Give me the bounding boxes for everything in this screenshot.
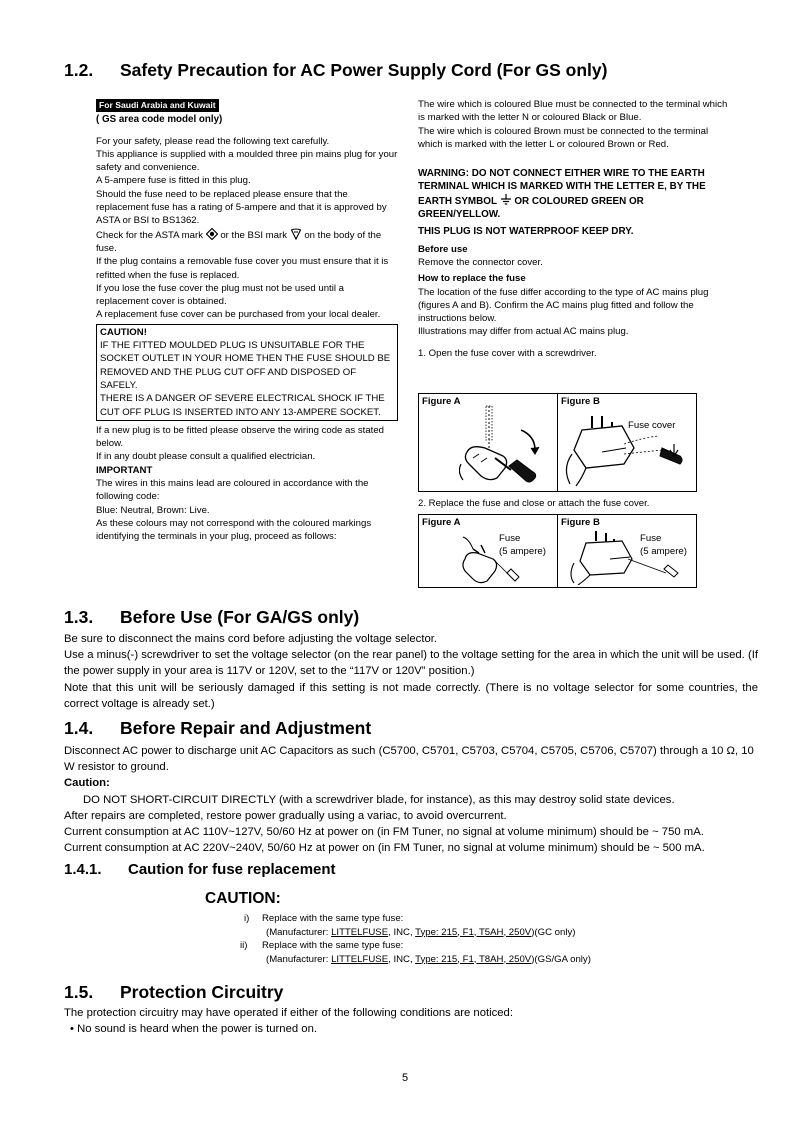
figure-b-cell <box>557 394 696 491</box>
paragraph: The wires in this mains lead are coloured in accordance with the following code: <box>96 478 369 503</box>
figure-table-replace-fuse <box>418 514 697 588</box>
list-marker: ii) <box>240 940 248 951</box>
plug-fuse-b-illustration <box>566 529 691 585</box>
paragraph: Should the fuse need to be replaced please ensure that the replacement fuse has a rating of 5-ampere and that it is approved by ASTA or BSI to BS1362. <box>96 188 387 227</box>
section-title: Before Repair and Adjustment <box>120 718 372 738</box>
before-use-title: Before use <box>418 243 468 255</box>
paragraph: For your safety, please read the following text carefully. <box>96 135 330 147</box>
fuse-rating-label: (5 ampere) <box>640 546 687 557</box>
figure-b-cell <box>557 515 696 587</box>
figure-a-label: Figure A <box>422 517 461 528</box>
paragraph: Disconnect AC power to discharge unit AC Capacitors as such (C5700, C5701, C5703, C5704, C5705, C5706, C5707) through a 10 Ω, 10 W resistor to ground. <box>64 745 754 774</box>
bsi-mark-icon <box>290 228 302 240</box>
plug-b-screwdriver-illustration <box>562 414 694 490</box>
section-1-3-heading <box>64 607 359 628</box>
caution-box <box>96 324 398 421</box>
fuse-caution-heading: CAUTION: <box>205 890 281 907</box>
paragraph: If the plug contains a removable fuse cover you must ensure that it is refitted when the fuse is replaced. <box>96 256 389 281</box>
section-number: 1.3. <box>64 607 94 627</box>
section-1-4-1-heading <box>64 861 336 878</box>
bullet-item: • No sound is heard when the power is turned on. <box>70 1023 317 1036</box>
list-item: ii) Replace with the same type fuse: (Manufacturer: LITTELFUSE, INC, Type: 215, F1, T8AH, 250V)(GS/GA only) <box>240 940 591 965</box>
paragraph: If you lose the fuse cover the plug must not be used until a replacement cover is obtained. <box>96 282 344 308</box>
how-to-title: How to replace the fuse <box>418 273 526 285</box>
fuse-type: Type: 215, F1, T5AH, 250V <box>415 926 532 938</box>
fuse-caution-list <box>240 912 672 966</box>
region-badge: For Saudi Arabia and Kuwait <box>96 99 219 112</box>
caution-text: IF THE FITTED MOULDED PLUG IS UNSUITABLE FOR THE SOCKET OUTLET IN YOUR HOME THEN THE FUSE SHOULD BE REMOVED AND THE PLUG CUT OFF AND DISPOSED OF SAFELY. <box>100 340 391 391</box>
plug-fuse-a-illustration <box>459 531 531 585</box>
paragraph: Be sure to disconnect the mains cord before adjusting the voltage selector. <box>64 633 438 645</box>
paragraph: A 5-ampere fuse is fitted in this plug. <box>96 175 251 187</box>
section-1-4-body <box>64 743 758 856</box>
paragraph: If in any doubt please consult a qualified electrician. <box>96 451 316 463</box>
section-1-4-heading <box>64 718 371 739</box>
plug-screwdriver-illustration <box>459 400 554 486</box>
paragraph: The protection circuitry may have operated if either of the following conditions are noticed: <box>64 1007 513 1019</box>
important-title: IMPORTANT <box>96 464 153 476</box>
fuse-type: Type: 215, F1, T8AH, 250V <box>415 953 532 965</box>
section-1-5-body <box>64 1005 758 1037</box>
step-2-container <box>418 497 728 510</box>
figure-table-open-cover <box>418 393 697 492</box>
how-to-text: The location of the fuse differ according to the type of AC mains plug (figures A and B). Confirm the AC mains plug fitted and follow the instructions below. <box>418 286 709 325</box>
fuse-cover-label: Fuse cover <box>628 420 676 431</box>
figure-a-label: Figure A <box>422 396 461 407</box>
manufacturer-name: LITTELFUSE <box>331 926 389 938</box>
right-column <box>418 98 728 360</box>
paragraph: Blue: Neutral, Brown: Live. <box>96 504 210 516</box>
asta-mark-icon <box>206 228 218 240</box>
section-title: Safety Precaution for AC Power Supply Cord (For GS only) <box>120 60 608 80</box>
paragraph: As these colours may not correspond with the coloured markings identifying the terminals in your plug, proceed as follows: <box>96 517 372 543</box>
section-number: 1.5. <box>64 982 94 1002</box>
section-1-2-heading <box>64 60 607 81</box>
list-item: i) Replace with the same type fuse: (Manufacturer: LITTELFUSE, INC, Type: 215, F1, T5AH, 250V)(GC only) <box>244 913 576 938</box>
section-1-3-body <box>64 631 758 712</box>
section-number: 1.4. <box>64 718 94 738</box>
paragraph: Use a minus(-) screwdriver to set the voltage selector (on the rear panel) to the voltage setting for the area in which the unit will be used. (If the power supply in your area is 117V or 120V, set to the “117V or 120V” position.) <box>64 649 758 678</box>
figure-b-label: Figure B <box>561 517 600 528</box>
warning-text: WARNING: DO NOT CONNECT EITHER WIRE TO THE EARTH TERMINAL WHICH IS MARKED WITH THE LETTER E, BY THE EARTH SYMBOL OR COLOURED GREEN OR GREEN/YELLOW. <box>418 168 706 221</box>
list-marker: i) <box>244 913 250 924</box>
section-number: 1.2. <box>64 60 94 80</box>
figure-a-cell <box>419 394 557 491</box>
section-title: Protection Circuitry <box>120 982 284 1002</box>
section-title: Caution for fuse replacement <box>128 861 336 878</box>
left-column <box>96 99 398 544</box>
waterproof-warning: THIS PLUG IS NOT WATERPROOF KEEP DRY. <box>418 226 634 238</box>
figure-b-label: Figure B <box>561 396 600 407</box>
paragraph: Note that this unit will be seriously damaged if this setting is not made correctly. (There is no voltage selector for some countries, the correct voltage is already set.) <box>64 681 758 710</box>
caution-text: THERE IS A DANGER OF SEVERE ELECTRICAL SHOCK IF THE CUT OFF PLUG IS INSERTED INTO ANY 13-AMPERE SOCKET. <box>100 393 385 418</box>
figure-a-cell <box>419 515 557 587</box>
earth-symbol-icon <box>500 194 512 205</box>
caution-label: Caution: <box>64 777 110 790</box>
fuse-label: Fuse <box>499 533 521 544</box>
check-mark-paragraph: Check for the ASTA mark or the BSI mark on the body of the fuse. <box>96 229 382 254</box>
manufacturer-name: LITTELFUSE <box>331 953 389 965</box>
caution-text: DO NOT SHORT-CIRCUIT DIRECTLY (with a screwdriver blade, for instance), as this may destroy solid state devices. <box>83 793 675 806</box>
fuse-rating-label: (5 ampere) <box>499 546 546 557</box>
before-use-text: Remove the connector cover. <box>418 256 543 268</box>
paragraph: The wire which is coloured Blue must be connected to the terminal which is marked with the letter N or coloured Black or Blue. <box>418 99 728 124</box>
paragraph: If a new plug is to be fitted please observe the wiring code as stated below. <box>96 424 384 450</box>
paragraph: This appliance is supplied with a moulded three pin mains plug for your safety and convenience. <box>96 148 398 174</box>
section-number: 1.4.1. <box>64 861 102 878</box>
section-1-5-heading <box>64 982 283 1003</box>
paragraph: Current consumption at AC 110V~127V, 50/60 Hz at power on (in FM Tuner, no signal at volume minimum) should be ~ 750 mA. <box>64 826 704 839</box>
step-1: 1. Open the fuse cover with a screwdriver. <box>418 347 597 359</box>
caution-title: CAUTION! <box>100 326 147 338</box>
section-title: Before Use (For GA/GS only) <box>120 607 360 627</box>
paragraph: A replacement fuse cover can be purchased from your local dealer. <box>96 309 381 321</box>
model-note: ( GS area code model only) <box>96 114 223 126</box>
page-number: 5 <box>402 1072 409 1084</box>
step-2: 2. Replace the fuse and close or attach the fuse cover. <box>418 498 650 509</box>
paragraph: After repairs are completed, restore power gradually using a variac, to avoid overcurrent. <box>64 809 507 822</box>
fuse-label: Fuse <box>640 533 662 544</box>
paragraph: Current consumption at AC 220V~240V, 50/60 Hz at power on (in FM Tuner, no signal at volume minimum) should be ~ 500 mA. <box>64 842 705 855</box>
illustrations-note: Illustrations may differ from actual AC mains plug. <box>418 326 629 338</box>
paragraph: The wire which is coloured Brown must be connected to the terminal which is marked with the letter L or coloured Brown or Red. <box>418 125 709 150</box>
